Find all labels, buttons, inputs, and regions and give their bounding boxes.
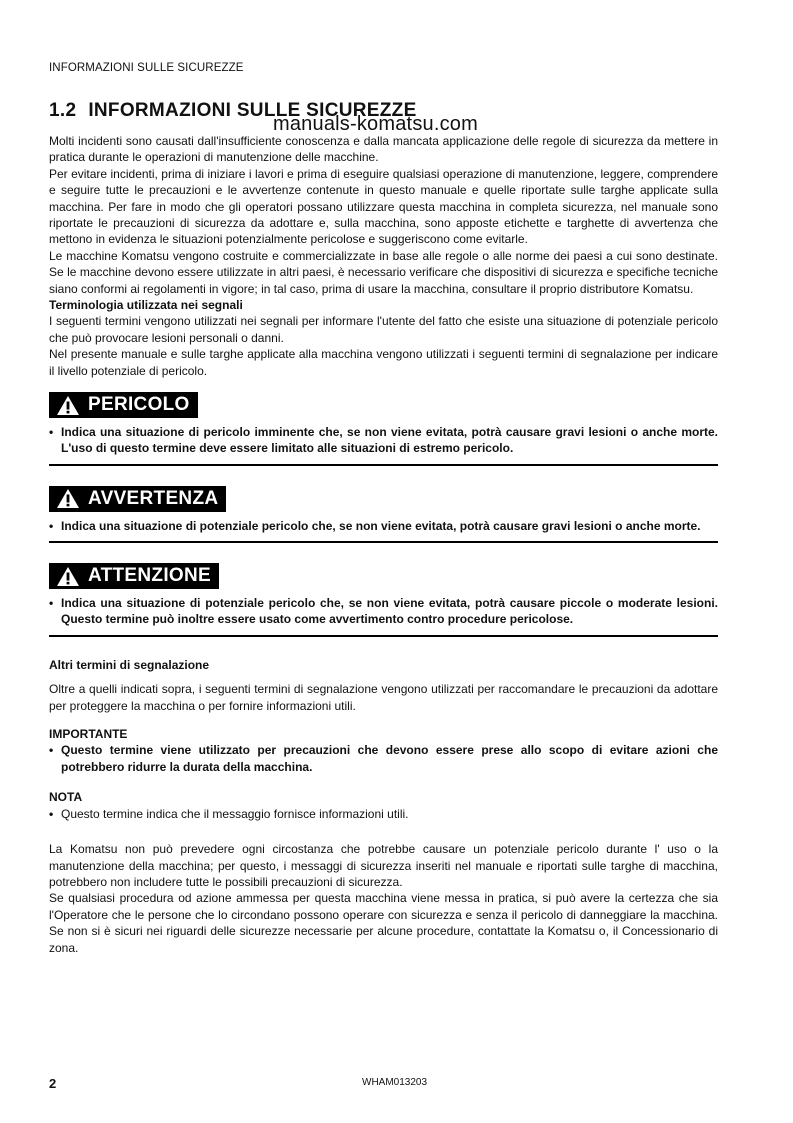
terminology-paragraph: Nel presente manuale e sulle targhe applicate alla macchina vengono utilizzati i seguenti termini di segnalazione per indicare il livello potenziale di pericolo. — [49, 347, 718, 378]
terminology-heading: Terminologia utilizzata nei segnali — [49, 298, 243, 313]
signal-word-description: Indica una situazione di potenziale pericolo che, se non viene evitata, potrà causare gravi lesioni o anche morte. — [61, 518, 701, 533]
running-header: INFORMAZIONI SULLE SICUREZZE — [49, 62, 244, 74]
closing-paragraph: La Komatsu non può prevedere ogni circostanza che potrebbe causare un potenziale pericolo durante l' uso o la manutenzione della macchina; per questo, i messaggi di sicurezza inseriti nel manuale e riportati sulle targhe di macchina, potrebbero non includere tutte le possibili precauzioni di sicurezza. — [49, 842, 718, 889]
page-number: 2 — [49, 1076, 57, 1091]
signal-word-description: Indica una situazione di pericolo imminente che, se non viene evitata, potrà causare gravi lesioni o anche morte. L'uso di questo termine deve essere limitato alle situazioni di estremo pericolo. — [61, 425, 718, 456]
bullet-icon: • — [49, 743, 54, 758]
terminology-paragraph: I seguenti termini vengono utilizzati nei segnali per informare l'utente del fatto che esiste una situazione di potenziale pericolo che può provocare lesioni personali o danni. — [49, 314, 718, 345]
other-terms-paragraph: Oltre a quelli indicati sopra, i seguenti termini di segnalazione vengono utilizzati per raccomandare le precauzioni da adottare per proteggere la macchina o per fornire informazioni utili. — [49, 682, 718, 713]
signal-word-pericolo — [49, 392, 718, 466]
signal-word-bullet — [49, 595, 718, 628]
nota-label: NOTA — [49, 790, 83, 805]
signal-word-bullet — [49, 518, 718, 534]
bullet-icon: • — [49, 425, 54, 439]
signal-word-bullet — [49, 424, 718, 457]
signal-word-description: Indica una situazione di potenziale pericolo che, se non viene evitata, potrà causare piccole o moderate lesioni. Questo termine può inoltre essere usato come avvertimento contro procedure pericolose. — [61, 596, 718, 627]
intro-paragraph: Per evitare incidenti, prima di iniziare i lavori e prima di eseguire qualsiasi operazione di manutenzione, leggere, comprendere e seguire tutte le precauzioni e le avvertenze contenute in questo manuale e quelle riportate sulle targhe applicate sulla macchina. Per fare in modo che gli operatori possano utilizzare questa macchina in completa sicurezza, nel manuale sono riportate le precauzioni di sicurezza da adottare e, sulla macchina, sono apposte etichette e targhette di avvertenza che mettono in evidenza le situazioni potenzialmente pericolose e suggeriscono come evitarle. — [49, 166, 718, 247]
watermark: manuals-komatsu.com — [273, 113, 478, 135]
other-terms-heading: Altri termini di segnalazione — [49, 657, 210, 672]
signal-word-avvertenza — [49, 486, 718, 543]
warning-triangle-icon — [56, 395, 80, 416]
warning-triangle-icon — [56, 488, 80, 509]
divider — [49, 635, 718, 637]
importante-label: IMPORTANTE — [49, 727, 128, 742]
signal-word-label — [49, 563, 219, 589]
importante-bullet — [49, 742, 718, 775]
signal-word-label — [49, 486, 226, 512]
section-title-text: INFORMAZIONI SULLE SICUREZZE — [88, 100, 417, 121]
page-content — [49, 133, 718, 956]
bullet-icon: • — [49, 596, 54, 611]
bullet-icon: • — [49, 518, 54, 533]
divider — [49, 541, 718, 543]
signal-word-text: PERICOLO — [88, 393, 190, 415]
importante-text: Questo termine viene utilizzato per precauzioni che devono essere prese allo scopo di evitare azioni che potrebbero ridurre la durata della macchina. — [61, 743, 718, 774]
intro-paragraph: Molti incidenti sono causati dall'insufficiente conoscenza e dalla mancata applicazione delle regole di sicurezza da mettere in pratica durante le operazioni di manutenzione delle macchine. — [49, 134, 718, 165]
signal-word-text: ATTENZIONE — [88, 564, 211, 586]
document-code: WHAM013203 — [362, 1077, 428, 1088]
bullet-icon: • — [49, 806, 54, 821]
closing-section — [49, 841, 718, 956]
signal-word-attenzione — [49, 563, 718, 637]
section-number: 1.2 — [49, 100, 77, 121]
signal-word-text: AVVERTENZA — [88, 487, 219, 509]
intro-paragraph: Le macchine Komatsu vengono costruite e commercializzate in base alle regole o alle norme dei paesi a cui sono destinate. Se le macchine devono essere utilizzate in altri paesi, è necessario verificare che dispositivi di sicurezza e specifiche tecniche siano conformi ai regolamenti in vigore; in tal caso, prima di usare la macchina, consultare il proprio distributore Komatsu. — [49, 248, 718, 296]
nota-bullet — [49, 806, 718, 822]
nota-text: Questo termine indica che il messaggio fornisce informazioni utili. — [61, 806, 409, 821]
signal-word-label — [49, 392, 198, 418]
warning-triangle-icon — [56, 566, 80, 587]
intro-section — [49, 133, 718, 297]
divider — [49, 464, 718, 466]
closing-paragraph: Se qualsiasi procedura od azione ammessa per questa macchina viene messa in pratica, si può avere la certezza che sia l'Operatore che le persone che lo circondano possono operare con sicurezza e senza il pericolo di danneggiare la macchina. Se non si è sicuri nei riguardi delle sicurezze necessarie per alcune procedure, contattate la Komatsu o, il Concessionario di zona. — [49, 891, 718, 955]
